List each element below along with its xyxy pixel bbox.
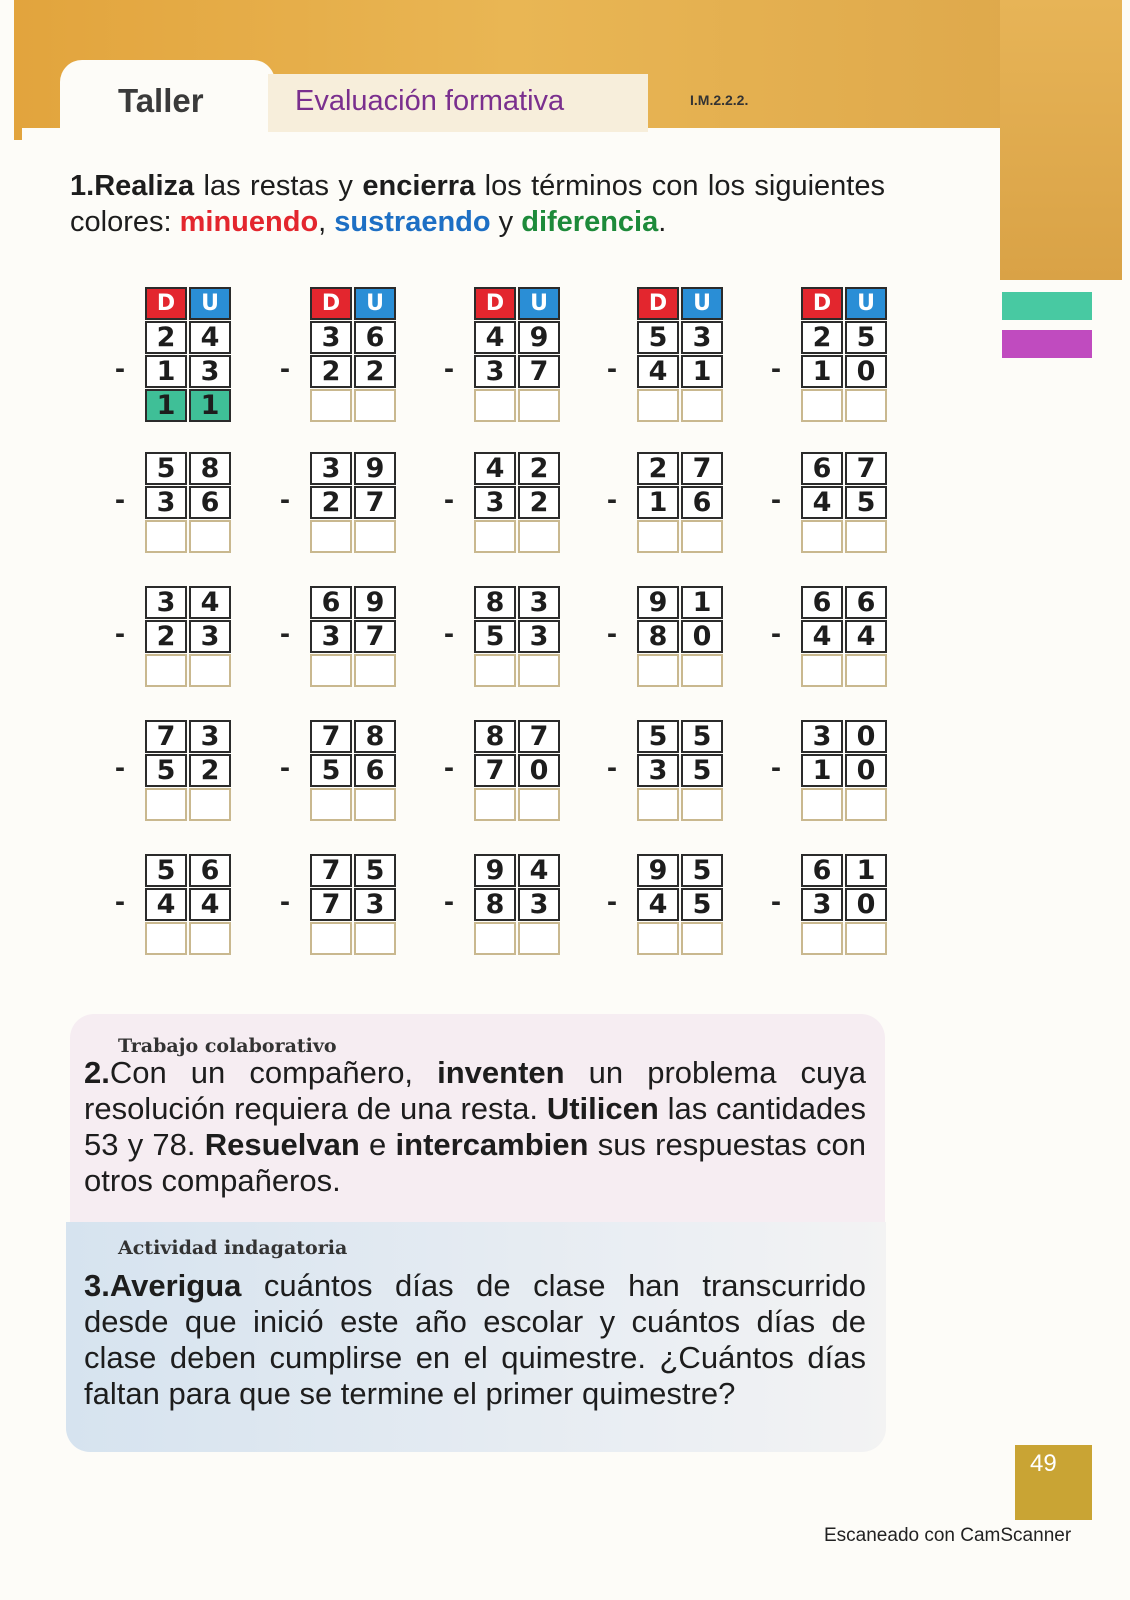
minuend-tens-cell: 2 (637, 452, 679, 485)
difference-tens-cell[interactable] (801, 654, 843, 687)
minuend-tens-cell: 9 (474, 854, 516, 887)
minus-sign: - (607, 483, 617, 516)
subtrahend-units-cell: 1 (681, 355, 723, 388)
difference-units-cell[interactable] (189, 654, 231, 687)
page-number: 49 (1030, 1450, 1057, 1477)
minuend-units-cell: 5 (681, 854, 723, 887)
minus-sign: - (444, 483, 454, 516)
subtrahend-units-cell: 6 (681, 486, 723, 519)
subtrahend-tens-cell: 5 (474, 620, 516, 653)
minuend-tens-cell: 5 (637, 720, 679, 753)
subtrahend-tens-cell: 7 (310, 888, 352, 921)
subtrahend-tens-cell: 5 (145, 754, 187, 787)
difference-units-cell[interactable] (518, 389, 560, 422)
header-unidades: U (681, 287, 723, 320)
difference-units-cell[interactable] (354, 389, 396, 422)
minus-sign: - (444, 617, 454, 650)
minuend-tens-cell: 4 (474, 452, 516, 485)
minus-sign: - (444, 352, 454, 385)
difference-tens-cell[interactable] (145, 654, 187, 687)
minuend-units-cell: 1 (681, 586, 723, 619)
subtrahend-tens-cell: 8 (637, 620, 679, 653)
minus-sign: - (115, 483, 125, 516)
subtrahend-tens-cell: 1 (145, 355, 187, 388)
minuend-units-cell: 8 (189, 452, 231, 485)
difference-tens-cell[interactable] (474, 520, 516, 553)
subtrahend-tens-cell: 2 (145, 620, 187, 653)
minuend-tens-cell: 3 (801, 720, 843, 753)
difference-units-cell[interactable] (845, 788, 887, 821)
minuend-tens-cell: 3 (310, 321, 352, 354)
difference-tens-cell[interactable] (474, 654, 516, 687)
minuend-units-cell: 8 (354, 720, 396, 753)
subtrahend-units-cell: 5 (681, 754, 723, 787)
sustraendo-word: sustraendo (334, 206, 491, 238)
minuend-tens-cell: 6 (801, 452, 843, 485)
subtrahend-tens-cell: 3 (310, 620, 352, 653)
subtrahend-units-cell: 5 (681, 888, 723, 921)
difference-units-cell[interactable] (845, 654, 887, 687)
difference-units-cell[interactable] (681, 788, 723, 821)
difference-units-cell[interactable] (845, 520, 887, 553)
minuend-tens-cell: 7 (310, 720, 352, 753)
subtrahend-units-cell: 3 (354, 888, 396, 921)
research-label: Actividad indagatoria (118, 1237, 348, 1259)
subtrahend-units-cell: 0 (681, 620, 723, 653)
subtrahend-tens-cell: 3 (801, 888, 843, 921)
subtrahend-units-cell: 4 (845, 620, 887, 653)
subtrahend-units-cell: 0 (845, 888, 887, 921)
difference-units-cell[interactable] (518, 922, 560, 955)
minus-sign: - (115, 352, 125, 385)
minuend-units-cell: 9 (354, 452, 396, 485)
section-title: Evaluación formativa (295, 85, 565, 117)
question-1-number: 1. (70, 170, 95, 202)
minus-sign: - (607, 352, 617, 385)
subtrahend-units-cell: 3 (189, 620, 231, 653)
question-3: 3.Averigua cuántos días de clase han transcurrido desde que inició este año escolar y cuántos días de clase deben cumplirse en el quimestre. ¿Cuántos días faltan para que se termine el primer quimestre? (84, 1268, 866, 1411)
subtrahend-units-cell: 7 (518, 355, 560, 388)
minus-sign: - (771, 617, 781, 650)
subtrahend-tens-cell: 2 (310, 355, 352, 388)
minuend-tens-cell: 2 (801, 321, 843, 354)
subtrahend-units-cell: 2 (518, 486, 560, 519)
minuend-units-cell: 3 (518, 586, 560, 619)
minuend-tens-cell: 7 (145, 720, 187, 753)
minus-sign: - (444, 751, 454, 784)
header-decenas: D (801, 287, 843, 320)
minuend-units-cell: 1 (845, 854, 887, 887)
header-decenas: D (145, 287, 187, 320)
minuend-units-cell: 7 (681, 452, 723, 485)
subtrahend-units-cell: 0 (845, 355, 887, 388)
subtrahend-tens-cell: 1 (801, 754, 843, 787)
scanner-watermark: Escaneado con CamScanner (824, 1525, 1072, 1546)
minus-sign: - (115, 751, 125, 784)
minuend-units-cell: 7 (518, 720, 560, 753)
subtrahend-tens-cell: 3 (474, 486, 516, 519)
header-unidades: U (189, 287, 231, 320)
minus-sign: - (115, 617, 125, 650)
minuend-units-cell: 5 (681, 720, 723, 753)
difference-units-cell[interactable] (518, 788, 560, 821)
minus-sign: - (771, 751, 781, 784)
difference-units-cell[interactable] (189, 520, 231, 553)
subtrahend-tens-cell: 5 (310, 754, 352, 787)
tab-label: Taller (118, 82, 204, 119)
minuend-tens-cell: 7 (310, 854, 352, 887)
question-2: 2.Con un compañero, inventen un problema cuya resolución requiera de una resta. Utilicen las cantidades 53 y 78. Resuelvan e intercambien sus respuestas con otros compañeros. (84, 1055, 866, 1198)
subtrahend-tens-cell: 4 (637, 888, 679, 921)
minuend-tens-cell: 8 (474, 720, 516, 753)
difference-tens-cell[interactable] (310, 389, 352, 422)
subtrahend-units-cell: 0 (518, 754, 560, 787)
minuend-units-cell: 4 (189, 321, 231, 354)
minuend-units-cell: 5 (845, 321, 887, 354)
minus-sign: - (115, 885, 125, 918)
minuend-units-cell: 7 (845, 452, 887, 485)
subtrahend-tens-cell: 4 (637, 355, 679, 388)
minuendo-word: minuendo (179, 206, 319, 238)
difference-tens-cell[interactable] (637, 922, 679, 955)
minuend-tens-cell: 4 (474, 321, 516, 354)
minuend-units-cell: 5 (354, 854, 396, 887)
minus-sign: - (771, 885, 781, 918)
difference-tens-cell[interactable] (637, 389, 679, 422)
subtrahend-units-cell: 7 (354, 620, 396, 653)
difference-units-cell: 1 (189, 389, 231, 422)
difference-tens-cell[interactable] (310, 654, 352, 687)
minuend-units-cell: 6 (354, 321, 396, 354)
subtrahend-tens-cell: 1 (801, 355, 843, 388)
difference-tens-cell[interactable] (145, 922, 187, 955)
subtrahend-units-cell: 7 (354, 486, 396, 519)
difference-units-cell[interactable] (354, 788, 396, 821)
difference-tens-cell[interactable] (474, 389, 516, 422)
curriculum-code: I.M.2.2.2. (690, 92, 749, 108)
difference-units-cell[interactable] (189, 922, 231, 955)
subtrahend-tens-cell: 4 (801, 620, 843, 653)
minus-sign: - (771, 352, 781, 385)
subtrahend-tens-cell: 4 (801, 486, 843, 519)
minuend-units-cell: 9 (354, 586, 396, 619)
subtrahend-units-cell: 3 (189, 355, 231, 388)
minuend-tens-cell: 6 (310, 586, 352, 619)
difference-units-cell[interactable] (845, 389, 887, 422)
difference-tens-cell[interactable] (801, 788, 843, 821)
difference-tens-cell[interactable] (637, 520, 679, 553)
minuend-tens-cell: 5 (145, 854, 187, 887)
minuend-units-cell: 3 (189, 720, 231, 753)
difference-tens-cell[interactable] (637, 788, 679, 821)
difference-tens-cell[interactable] (310, 520, 352, 553)
difference-tens-cell[interactable] (474, 922, 516, 955)
difference-units-cell[interactable] (845, 922, 887, 955)
collaborative-label: Trabajo colaborativo (118, 1035, 337, 1057)
minus-sign: - (444, 885, 454, 918)
subtrahend-tens-cell: 3 (637, 754, 679, 787)
subtrahend-units-cell: 2 (354, 355, 396, 388)
minuend-units-cell: 6 (189, 854, 231, 887)
minus-sign: - (771, 483, 781, 516)
subtrahend-tens-cell: 2 (310, 486, 352, 519)
difference-units-cell[interactable] (681, 654, 723, 687)
question-1: 1.Realiza las restas y encierra los términos con los siguientes colores: minuendo, sustraendo y diferencia. (70, 170, 885, 238)
difference-units-cell[interactable] (354, 654, 396, 687)
difference-units-cell[interactable] (354, 922, 396, 955)
header-decenas: D (637, 287, 679, 320)
minuend-units-cell: 3 (681, 321, 723, 354)
difference-tens-cell[interactable] (310, 922, 352, 955)
minus-sign: - (280, 352, 290, 385)
header-decenas: D (310, 287, 352, 320)
subtrahend-units-cell: 6 (354, 754, 396, 787)
difference-tens-cell[interactable] (474, 788, 516, 821)
subtrahend-tens-cell: 4 (145, 888, 187, 921)
minuend-units-cell: 0 (845, 720, 887, 753)
minuend-units-cell: 6 (845, 586, 887, 619)
difference-tens-cell[interactable] (637, 654, 679, 687)
minus-sign: - (607, 885, 617, 918)
subtrahend-units-cell: 2 (189, 754, 231, 787)
minuend-tens-cell: 2 (145, 321, 187, 354)
subtrahend-tens-cell: 1 (637, 486, 679, 519)
difference-units-cell[interactable] (518, 520, 560, 553)
minus-sign: - (280, 751, 290, 784)
minuend-tens-cell: 5 (145, 452, 187, 485)
minuend-tens-cell: 9 (637, 854, 679, 887)
difference-units-cell[interactable] (681, 520, 723, 553)
subtrahend-tens-cell: 7 (474, 754, 516, 787)
minuend-tens-cell: 5 (637, 321, 679, 354)
diferencia-word: diferencia (521, 206, 659, 238)
subtrahend-units-cell: 5 (845, 486, 887, 519)
minus-sign: - (280, 617, 290, 650)
subtrahend-units-cell: 6 (189, 486, 231, 519)
subtrahend-units-cell: 3 (518, 620, 560, 653)
difference-tens-cell[interactable] (801, 520, 843, 553)
subtrahend-tens-cell: 3 (474, 355, 516, 388)
minuend-units-cell: 4 (189, 586, 231, 619)
difference-tens-cell[interactable] (310, 788, 352, 821)
header-decenas: D (474, 287, 516, 320)
subtrahend-tens-cell: 3 (145, 486, 187, 519)
header-unidades: U (518, 287, 560, 320)
minuend-tens-cell: 6 (801, 586, 843, 619)
subtrahend-tens-cell: 8 (474, 888, 516, 921)
difference-tens-cell[interactable] (801, 389, 843, 422)
header-unidades: U (845, 287, 887, 320)
difference-tens-cell[interactable] (145, 788, 187, 821)
difference-units-cell[interactable] (518, 654, 560, 687)
subtrahend-units-cell: 3 (518, 888, 560, 921)
difference-tens-cell: 1 (145, 389, 187, 422)
header-unidades: U (354, 287, 396, 320)
minuend-tens-cell: 8 (474, 586, 516, 619)
minus-sign: - (607, 751, 617, 784)
minus-sign: - (607, 617, 617, 650)
difference-units-cell[interactable] (681, 389, 723, 422)
minuend-tens-cell: 9 (637, 586, 679, 619)
subtrahend-units-cell: 4 (189, 888, 231, 921)
difference-units-cell[interactable] (681, 922, 723, 955)
minuend-units-cell: 4 (518, 854, 560, 887)
minuend-tens-cell: 6 (801, 854, 843, 887)
difference-tens-cell[interactable] (145, 520, 187, 553)
minuend-tens-cell: 3 (310, 452, 352, 485)
difference-tens-cell[interactable] (801, 922, 843, 955)
minuend-units-cell: 9 (518, 321, 560, 354)
minus-sign: - (280, 885, 290, 918)
difference-units-cell[interactable] (189, 788, 231, 821)
difference-units-cell[interactable] (354, 520, 396, 553)
subtrahend-units-cell: 0 (845, 754, 887, 787)
minuend-units-cell: 2 (518, 452, 560, 485)
minus-sign: - (280, 483, 290, 516)
minuend-tens-cell: 3 (145, 586, 187, 619)
